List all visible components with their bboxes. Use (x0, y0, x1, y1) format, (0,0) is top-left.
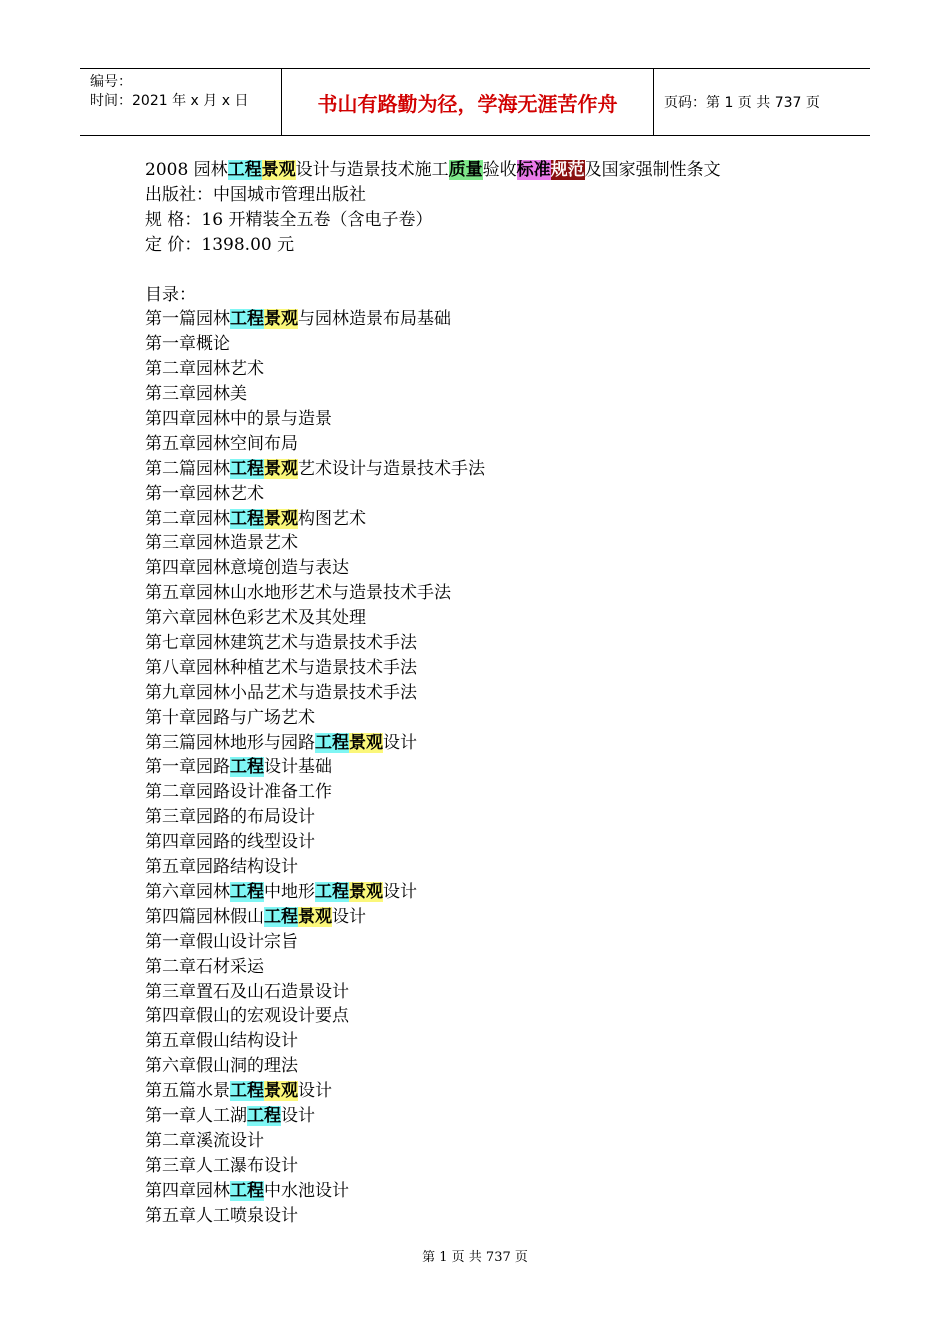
highlighted-term: 景观 (349, 732, 383, 753)
toc-entry (145, 357, 845, 382)
text-segment: 及国家强制性条文 (584, 160, 721, 180)
toc-entry (145, 382, 845, 407)
toc-entry (145, 855, 845, 880)
book-spec: 规 格：16 开精装全五卷（含电子卷） (145, 209, 433, 230)
toc-entry (145, 1204, 845, 1229)
text-segment: 第五章园林空间布局 (145, 433, 298, 454)
toc-entry (145, 1104, 845, 1129)
toc-entry (145, 1029, 845, 1054)
text-segment: 验收 (482, 160, 517, 180)
highlighted-term: 景观 (264, 458, 298, 479)
toc-entry (145, 307, 845, 332)
highlighted-term: 工程 (315, 732, 349, 753)
toc-entry (145, 1004, 845, 1029)
toc-entry (145, 905, 845, 930)
toc-entry (145, 332, 845, 357)
text-segment: 第二章石材采运 (145, 956, 264, 977)
toc-entry (145, 706, 845, 731)
toc-entry (145, 681, 845, 706)
text-segment: 第三章园路的布局设计 (145, 807, 315, 828)
text-segment: 第五篇水景 (145, 1081, 230, 1102)
text-segment: 中地形 (264, 881, 315, 902)
toc-entry (145, 880, 845, 905)
toc-entry (145, 581, 845, 606)
toc-entry (145, 1154, 845, 1179)
spacer (145, 258, 845, 283)
toc-entry (145, 407, 845, 432)
text-segment: 第二篇园林 (145, 458, 230, 479)
text-segment: 第十章园路与广场艺术 (145, 707, 315, 728)
text-segment: 第九章园林小品艺术与造景技术手法 (145, 682, 417, 703)
toc-entry (145, 556, 845, 581)
text-segment: 第一章园路 (145, 757, 230, 778)
text-segment: 第六章园林色彩艺术及其处理 (145, 608, 366, 629)
document-body (145, 158, 845, 1228)
text-segment: 第四篇园林假山 (145, 906, 264, 927)
text-segment: 2008 园林 (145, 160, 228, 180)
text-segment: 设计 (383, 732, 417, 753)
highlighted-term: 工程 (230, 458, 264, 479)
highlighted-term: 工程 (230, 309, 264, 330)
text-segment: 第一章假山设计宗旨 (145, 931, 298, 952)
text-segment: 第八章园林种植艺术与造景技术手法 (145, 657, 417, 678)
toc-entry (145, 755, 845, 780)
book-price: 定 价：1398.00 元 (145, 234, 295, 255)
highlighted-term: 质量 (448, 160, 483, 180)
highlighted-term: 工程 (230, 508, 264, 529)
header-motto: 书山有路勤为径，学海无涯苦作舟 (282, 69, 654, 135)
text-segment: 第四章园林意境创造与表达 (145, 558, 349, 579)
toc-entry (145, 457, 845, 482)
text-segment: 第三章园林造景艺术 (145, 533, 298, 554)
text-segment: 第七章园林建筑艺术与造景技术手法 (145, 633, 417, 654)
header-page-info: 页码：第 1 页 共 737 页 (664, 95, 820, 111)
highlighted-term: 景观 (298, 906, 332, 927)
highlighted-term: 标准 (516, 160, 551, 180)
highlighted-term: 工程 (230, 1180, 264, 1201)
text-segment: 第四章园路的线型设计 (145, 832, 315, 853)
toc-entry (145, 780, 845, 805)
text-segment: 第三章置石及山石造景设计 (145, 981, 349, 1002)
toc-entry (145, 432, 845, 457)
text-segment: 第二章溪流设计 (145, 1130, 264, 1151)
text-segment: 第三章人工瀑布设计 (145, 1155, 298, 1176)
highlighted-term: 工程 (230, 881, 264, 902)
text-segment: 第四章园林中的景与造景 (145, 409, 332, 430)
text-segment: 与园林造景布局基础 (298, 309, 451, 330)
toc-entry (145, 805, 845, 830)
toc-entry (145, 531, 845, 556)
toc-entry (145, 830, 845, 855)
toc-entry (145, 656, 845, 681)
text-segment: 中水池设计 (264, 1180, 349, 1201)
toc-entry (145, 955, 845, 980)
text-segment: 设计 (281, 1105, 315, 1126)
text-segment: 第五章人工喷泉设计 (145, 1205, 298, 1226)
toc-entry (145, 731, 845, 756)
highlighted-term: 工程 (247, 1105, 281, 1126)
text-segment: 设计 (383, 881, 417, 902)
text-segment: 第一章人工湖 (145, 1105, 247, 1126)
highlighted-term: 景观 (264, 1081, 298, 1102)
text-segment: 第六章园林 (145, 881, 230, 902)
time-label: 时间：2021 年 x 月 x 日 (90, 93, 249, 109)
toc-entry (145, 1129, 845, 1154)
toc-entry (145, 606, 845, 631)
book-title (145, 158, 845, 183)
highlighted-term: 工程 (264, 906, 298, 927)
text-segment: 设计 (298, 1081, 332, 1102)
text-segment: 设计 (332, 906, 366, 927)
highlighted-term: 景观 (349, 881, 383, 902)
text-segment: 第二章园林 (145, 508, 230, 529)
highlighted-term: 工程 (315, 881, 349, 902)
document-header (80, 68, 870, 136)
toc-entry (145, 1179, 845, 1204)
text-segment: 第四章假山的宏观设计要点 (145, 1006, 349, 1027)
highlighted-term: 景观 (264, 508, 298, 529)
toc-entry (145, 482, 845, 507)
text-segment: 第五章园路结构设计 (145, 857, 298, 878)
book-publisher: 出版社：中国城市管理出版社 (145, 184, 366, 205)
toc-entry (145, 631, 845, 656)
highlighted-term: 景观 (264, 309, 298, 330)
highlighted-term: 工程 (227, 160, 262, 180)
highlighted-term: 工程 (230, 1081, 264, 1102)
toc-entry (145, 930, 845, 955)
text-segment: 第五章假山结构设计 (145, 1031, 298, 1052)
highlighted-term: 规范 (550, 160, 585, 180)
text-segment: 第二章园林艺术 (145, 359, 264, 380)
text-segment: 艺术设计与造景技术手法 (298, 458, 485, 479)
text-segment: 第一章园林艺术 (145, 483, 264, 504)
toc-entry (145, 507, 845, 532)
text-segment: 第一篇园林 (145, 309, 230, 330)
text-segment: 设计与造景技术施工 (295, 160, 449, 180)
highlighted-term: 景观 (261, 160, 296, 180)
text-segment: 第二章园路设计准备工作 (145, 782, 332, 803)
toc-entry (145, 1079, 845, 1104)
text-segment: 第六章假山洞的理法 (145, 1056, 298, 1077)
table-of-contents (145, 307, 845, 1228)
toc-entry (145, 980, 845, 1005)
number-label: 编号： (90, 74, 132, 90)
text-segment: 第三篇园林地形与园路 (145, 732, 315, 753)
highlighted-term: 工程 (230, 757, 264, 778)
page-footer: 第 1 页 共 737 页 (422, 1250, 528, 1265)
header-meta-cell (80, 69, 282, 135)
toc-label: 目录： (145, 284, 196, 305)
text-segment: 设计基础 (264, 757, 332, 778)
text-segment: 第四章园林 (145, 1180, 230, 1201)
toc-entry (145, 1054, 845, 1079)
text-segment: 构图艺术 (298, 508, 366, 529)
text-segment: 第五章园林山水地形艺术与造景技术手法 (145, 583, 451, 604)
text-segment: 第一章概论 (145, 334, 230, 355)
text-segment: 第三章园林美 (145, 384, 247, 405)
